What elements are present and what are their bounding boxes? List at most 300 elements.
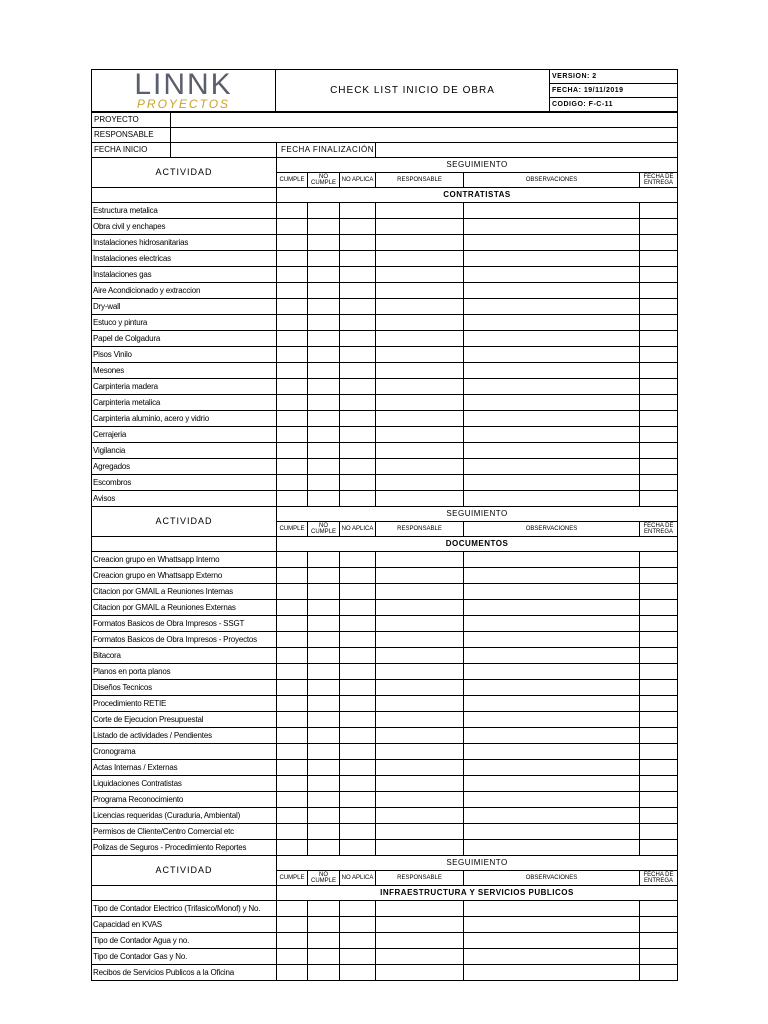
responsable-cell[interactable] bbox=[376, 427, 464, 443]
header-table bbox=[91, 69, 678, 112]
no-cumple-cell[interactable] bbox=[308, 840, 340, 856]
cumple-cell[interactable] bbox=[277, 347, 308, 363]
responsable-cell[interactable] bbox=[376, 949, 464, 965]
no-cumple-cell[interactable] bbox=[308, 808, 340, 824]
observaciones-cell[interactable] bbox=[464, 917, 640, 933]
no-cumple-cell[interactable] bbox=[308, 219, 340, 235]
no-cumple-cell[interactable] bbox=[308, 824, 340, 840]
checklist-row bbox=[92, 744, 678, 760]
observaciones-cell[interactable] bbox=[464, 949, 640, 965]
section-title: CONTRATISTAS bbox=[277, 188, 678, 203]
no-cumple-cell[interactable] bbox=[308, 584, 340, 600]
observaciones-cell[interactable] bbox=[464, 600, 640, 616]
observaciones-cell[interactable] bbox=[464, 728, 640, 744]
no-cumple-cell[interactable] bbox=[308, 299, 340, 315]
fecha-inicio-label: FECHA INICIO bbox=[92, 143, 171, 158]
observaciones-cell[interactable] bbox=[464, 299, 640, 315]
responsable-cell[interactable] bbox=[376, 347, 464, 363]
activity-label: Actas Internas / Externas bbox=[92, 760, 277, 776]
responsable-cell[interactable] bbox=[376, 283, 464, 299]
responsable-cell[interactable] bbox=[376, 917, 464, 933]
no-cumple-cell[interactable] bbox=[308, 491, 340, 507]
no-cumple-cell[interactable] bbox=[308, 696, 340, 712]
fecha-entrega-cell[interactable] bbox=[640, 917, 678, 933]
cumple-cell[interactable] bbox=[277, 235, 308, 251]
no-cumple-cell[interactable] bbox=[308, 664, 340, 680]
activity-label: Formatos Basicos de Obra Impresos - Proyectos bbox=[92, 632, 277, 648]
checklist-table bbox=[91, 112, 678, 981]
responsable-cell[interactable] bbox=[376, 933, 464, 949]
observaciones-cell[interactable] bbox=[464, 395, 640, 411]
no-aplica-cell[interactable] bbox=[340, 411, 376, 427]
fecha-entrega-cell[interactable] bbox=[640, 427, 678, 443]
observaciones-cell[interactable] bbox=[464, 363, 640, 379]
observaciones-cell[interactable] bbox=[464, 933, 640, 949]
no-aplica-cell[interactable] bbox=[340, 475, 376, 491]
proyecto-input[interactable] bbox=[171, 113, 678, 128]
checklist-row bbox=[92, 299, 678, 315]
observaciones-cell[interactable] bbox=[464, 664, 640, 680]
no-aplica-cell[interactable] bbox=[340, 299, 376, 315]
observaciones-cell[interactable] bbox=[464, 776, 640, 792]
no-cumple-cell[interactable] bbox=[308, 203, 340, 219]
fecha-entrega-cell[interactable] bbox=[640, 824, 678, 840]
fecha-entrega-cell[interactable] bbox=[640, 776, 678, 792]
no-aplica-cell[interactable] bbox=[340, 696, 376, 712]
cumple-cell[interactable] bbox=[277, 965, 308, 981]
fecha-entrega-cell[interactable] bbox=[640, 443, 678, 459]
cumple-cell[interactable] bbox=[277, 459, 308, 475]
no-aplica-cell[interactable] bbox=[340, 235, 376, 251]
fecha-finalizacion-input[interactable] bbox=[376, 143, 678, 158]
no-aplica-cell[interactable] bbox=[340, 331, 376, 347]
fecha-entrega-cell[interactable] bbox=[640, 379, 678, 395]
column-observaciones: OBSERVACIONES bbox=[464, 173, 640, 188]
cumple-cell[interactable] bbox=[277, 696, 308, 712]
responsable-cell[interactable] bbox=[376, 568, 464, 584]
observaciones-cell[interactable] bbox=[464, 568, 640, 584]
responsable-cell[interactable] bbox=[376, 475, 464, 491]
observaciones-cell[interactable] bbox=[464, 680, 640, 696]
responsable-cell[interactable] bbox=[376, 648, 464, 664]
cumple-cell[interactable] bbox=[277, 917, 308, 933]
fecha-entrega-cell[interactable] bbox=[640, 219, 678, 235]
fecha-entrega-cell[interactable] bbox=[640, 901, 678, 917]
no-cumple-cell[interactable] bbox=[308, 792, 340, 808]
observaciones-cell[interactable] bbox=[464, 712, 640, 728]
responsable-cell[interactable] bbox=[376, 411, 464, 427]
cumple-cell[interactable] bbox=[277, 840, 308, 856]
responsable-cell[interactable] bbox=[376, 616, 464, 632]
responsable-cell[interactable] bbox=[376, 808, 464, 824]
activity-label: Bitacora bbox=[92, 648, 277, 664]
cumple-cell[interactable] bbox=[277, 664, 308, 680]
cumple-cell[interactable] bbox=[277, 584, 308, 600]
no-cumple-cell[interactable] bbox=[308, 459, 340, 475]
observaciones-cell[interactable] bbox=[464, 219, 640, 235]
cumple-cell[interactable] bbox=[277, 299, 308, 315]
fecha-entrega-cell[interactable] bbox=[640, 949, 678, 965]
cumple-cell[interactable] bbox=[277, 808, 308, 824]
cumple-cell[interactable] bbox=[277, 552, 308, 568]
activity-label: Vigilancia bbox=[92, 443, 277, 459]
company-logo bbox=[92, 70, 276, 112]
observaciones-cell[interactable] bbox=[464, 901, 640, 917]
observaciones-cell[interactable] bbox=[464, 411, 640, 427]
fecha-entrega-cell[interactable] bbox=[640, 203, 678, 219]
no-aplica-cell[interactable] bbox=[340, 584, 376, 600]
fecha-entrega-cell[interactable] bbox=[640, 235, 678, 251]
no-cumple-cell[interactable] bbox=[308, 347, 340, 363]
fecha-entrega-cell[interactable] bbox=[640, 933, 678, 949]
no-aplica-cell[interactable] bbox=[340, 965, 376, 981]
fecha-entrega-cell[interactable] bbox=[640, 475, 678, 491]
no-cumple-cell[interactable] bbox=[308, 933, 340, 949]
responsable-cell[interactable] bbox=[376, 395, 464, 411]
observaciones-cell[interactable] bbox=[464, 283, 640, 299]
responsable-cell[interactable] bbox=[376, 331, 464, 347]
fecha-entrega-cell[interactable] bbox=[640, 568, 678, 584]
no-aplica-cell[interactable] bbox=[340, 203, 376, 219]
activity-label: Escombros bbox=[92, 475, 277, 491]
responsable-input[interactable] bbox=[171, 128, 678, 143]
no-aplica-cell[interactable] bbox=[340, 491, 376, 507]
cumple-cell[interactable] bbox=[277, 427, 308, 443]
responsable-cell[interactable] bbox=[376, 299, 464, 315]
responsable-cell[interactable] bbox=[376, 203, 464, 219]
fecha-entrega-cell[interactable] bbox=[640, 696, 678, 712]
no-aplica-cell[interactable] bbox=[340, 792, 376, 808]
activity-label: Capacidad en KVAS bbox=[92, 917, 277, 933]
responsable-cell[interactable] bbox=[376, 632, 464, 648]
observaciones-cell[interactable] bbox=[464, 379, 640, 395]
fecha-entrega-cell[interactable] bbox=[640, 600, 678, 616]
no-aplica-cell[interactable] bbox=[340, 267, 376, 283]
cumple-cell[interactable] bbox=[277, 491, 308, 507]
no-cumple-cell[interactable] bbox=[308, 728, 340, 744]
no-cumple-cell[interactable] bbox=[308, 363, 340, 379]
observaciones-cell[interactable] bbox=[464, 347, 640, 363]
cumple-cell[interactable] bbox=[277, 219, 308, 235]
no-aplica-cell[interactable] bbox=[340, 219, 376, 235]
no-aplica-cell[interactable] bbox=[340, 744, 376, 760]
observaciones-cell[interactable] bbox=[464, 760, 640, 776]
observaciones-cell[interactable] bbox=[464, 616, 640, 632]
cumple-cell[interactable] bbox=[277, 680, 308, 696]
observaciones-cell[interactable] bbox=[464, 427, 640, 443]
cumple-cell[interactable] bbox=[277, 728, 308, 744]
responsable-cell[interactable] bbox=[376, 696, 464, 712]
responsable-cell[interactable] bbox=[376, 251, 464, 267]
cumple-cell[interactable] bbox=[277, 283, 308, 299]
responsable-cell[interactable] bbox=[376, 792, 464, 808]
no-aplica-cell[interactable] bbox=[340, 824, 376, 840]
checklist-row bbox=[92, 632, 678, 648]
cumple-cell[interactable] bbox=[277, 901, 308, 917]
cumple-cell[interactable] bbox=[277, 331, 308, 347]
no-aplica-cell[interactable] bbox=[340, 315, 376, 331]
cumple-cell[interactable] bbox=[277, 712, 308, 728]
no-cumple-cell[interactable] bbox=[308, 251, 340, 267]
section-title-row bbox=[92, 188, 678, 203]
cumple-cell[interactable] bbox=[277, 632, 308, 648]
cumple-cell[interactable] bbox=[277, 395, 308, 411]
cumple-cell[interactable] bbox=[277, 792, 308, 808]
fecha-entrega-cell[interactable] bbox=[640, 315, 678, 331]
checklist-row bbox=[92, 664, 678, 680]
no-cumple-cell[interactable] bbox=[308, 632, 340, 648]
no-cumple-cell[interactable] bbox=[308, 744, 340, 760]
checklist-row bbox=[92, 283, 678, 299]
responsable-cell[interactable] bbox=[376, 776, 464, 792]
no-aplica-cell[interactable] bbox=[340, 933, 376, 949]
cumple-cell[interactable] bbox=[277, 824, 308, 840]
observaciones-cell[interactable] bbox=[464, 475, 640, 491]
cumple-cell[interactable] bbox=[277, 776, 308, 792]
observaciones-cell[interactable] bbox=[464, 459, 640, 475]
fecha-entrega-cell[interactable] bbox=[640, 760, 678, 776]
responsable-cell[interactable] bbox=[376, 552, 464, 568]
no-cumple-cell[interactable] bbox=[308, 949, 340, 965]
fecha-entrega-cell[interactable] bbox=[640, 840, 678, 856]
activity-label: Obra civil y enchapes bbox=[92, 219, 277, 235]
cumple-cell[interactable] bbox=[277, 267, 308, 283]
fecha-entrega-cell[interactable] bbox=[640, 347, 678, 363]
no-aplica-cell[interactable] bbox=[340, 808, 376, 824]
cumple-cell[interactable] bbox=[277, 315, 308, 331]
no-cumple-cell[interactable] bbox=[308, 379, 340, 395]
observaciones-cell[interactable] bbox=[464, 203, 640, 219]
observaciones-cell[interactable] bbox=[464, 632, 640, 648]
no-cumple-cell[interactable] bbox=[308, 411, 340, 427]
fecha-entrega-cell[interactable] bbox=[640, 712, 678, 728]
cumple-cell[interactable] bbox=[277, 744, 308, 760]
checklist-row bbox=[92, 648, 678, 664]
no-cumple-cell[interactable] bbox=[308, 917, 340, 933]
no-cumple-cell[interactable] bbox=[308, 901, 340, 917]
fecha-entrega-cell[interactable] bbox=[640, 411, 678, 427]
no-aplica-cell[interactable] bbox=[340, 283, 376, 299]
section-title-row bbox=[92, 537, 678, 552]
observaciones-cell[interactable] bbox=[464, 315, 640, 331]
responsable-cell[interactable] bbox=[376, 712, 464, 728]
cumple-cell[interactable] bbox=[277, 568, 308, 584]
no-cumple-cell[interactable] bbox=[308, 283, 340, 299]
fecha-entrega-cell[interactable] bbox=[640, 965, 678, 981]
no-cumple-cell[interactable] bbox=[308, 680, 340, 696]
no-aplica-cell[interactable] bbox=[340, 427, 376, 443]
no-aplica-cell[interactable] bbox=[340, 552, 376, 568]
no-aplica-cell[interactable] bbox=[340, 616, 376, 632]
observaciones-cell[interactable] bbox=[464, 696, 640, 712]
no-aplica-cell[interactable] bbox=[340, 728, 376, 744]
cumple-cell[interactable] bbox=[277, 363, 308, 379]
activity-label: Aire Acondicionado y extraccion bbox=[92, 283, 277, 299]
checklist-row bbox=[92, 776, 678, 792]
no-aplica-cell[interactable] bbox=[340, 901, 376, 917]
no-cumple-cell[interactable] bbox=[308, 712, 340, 728]
observaciones-cell[interactable] bbox=[464, 584, 640, 600]
no-cumple-cell[interactable] bbox=[308, 235, 340, 251]
no-aplica-cell[interactable] bbox=[340, 395, 376, 411]
no-aplica-cell[interactable] bbox=[340, 840, 376, 856]
fecha-entrega-cell[interactable] bbox=[640, 299, 678, 315]
fecha-entrega-cell[interactable] bbox=[640, 363, 678, 379]
fecha-entrega-cell[interactable] bbox=[640, 728, 678, 744]
cumple-cell[interactable] bbox=[277, 616, 308, 632]
no-aplica-cell[interactable] bbox=[340, 600, 376, 616]
fecha-entrega-cell[interactable] bbox=[640, 632, 678, 648]
observaciones-cell[interactable] bbox=[464, 744, 640, 760]
responsable-cell[interactable] bbox=[376, 728, 464, 744]
activity-label: Instalaciones gas bbox=[92, 267, 277, 283]
observaciones-cell[interactable] bbox=[464, 331, 640, 347]
no-cumple-cell[interactable] bbox=[308, 648, 340, 664]
responsable-cell[interactable] bbox=[376, 443, 464, 459]
responsable-cell[interactable] bbox=[376, 901, 464, 917]
responsable-cell[interactable] bbox=[376, 219, 464, 235]
fecha-entrega-cell[interactable] bbox=[640, 648, 678, 664]
responsable-cell[interactable] bbox=[376, 744, 464, 760]
no-cumple-cell[interactable] bbox=[308, 616, 340, 632]
no-cumple-cell[interactable] bbox=[308, 568, 340, 584]
no-aplica-cell[interactable] bbox=[340, 664, 376, 680]
observaciones-cell[interactable] bbox=[464, 824, 640, 840]
observaciones-cell[interactable] bbox=[464, 491, 640, 507]
no-cumple-cell[interactable] bbox=[308, 600, 340, 616]
cumple-cell[interactable] bbox=[277, 251, 308, 267]
cumple-cell[interactable] bbox=[277, 600, 308, 616]
no-aplica-cell[interactable] bbox=[340, 712, 376, 728]
fecha-entrega-cell[interactable] bbox=[640, 552, 678, 568]
column-no-aplica: NO APLICA bbox=[340, 522, 376, 537]
checklist-row bbox=[92, 808, 678, 824]
no-cumple-cell[interactable] bbox=[308, 395, 340, 411]
cumple-cell[interactable] bbox=[277, 203, 308, 219]
fecha-entrega-cell[interactable] bbox=[640, 267, 678, 283]
cumple-cell[interactable] bbox=[277, 949, 308, 965]
observaciones-cell[interactable] bbox=[464, 840, 640, 856]
no-aplica-cell[interactable] bbox=[340, 949, 376, 965]
responsable-cell[interactable] bbox=[376, 267, 464, 283]
no-cumple-cell[interactable] bbox=[308, 965, 340, 981]
responsable-cell[interactable] bbox=[376, 491, 464, 507]
cumple-cell[interactable] bbox=[277, 475, 308, 491]
checklist-row bbox=[92, 760, 678, 776]
observaciones-cell[interactable] bbox=[464, 965, 640, 981]
responsable-label: RESPONSABLE bbox=[92, 128, 171, 143]
cumple-cell[interactable] bbox=[277, 411, 308, 427]
no-cumple-cell[interactable] bbox=[308, 267, 340, 283]
no-cumple-cell[interactable] bbox=[308, 552, 340, 568]
column-observaciones: OBSERVACIONES bbox=[464, 522, 640, 537]
fecha-entrega-cell[interactable] bbox=[640, 664, 678, 680]
actividad-header: ACTIVIDAD bbox=[92, 507, 277, 537]
responsable-cell[interactable] bbox=[376, 600, 464, 616]
fecha-entrega-cell[interactable] bbox=[640, 491, 678, 507]
checklist-row bbox=[92, 933, 678, 949]
no-cumple-cell[interactable] bbox=[308, 315, 340, 331]
no-cumple-cell[interactable] bbox=[308, 443, 340, 459]
activity-label: Planos en porta planos bbox=[92, 664, 277, 680]
no-aplica-cell[interactable] bbox=[340, 917, 376, 933]
no-aplica-cell[interactable] bbox=[340, 632, 376, 648]
no-aplica-cell[interactable] bbox=[340, 443, 376, 459]
cumple-cell[interactable] bbox=[277, 760, 308, 776]
fecha-entrega-cell[interactable] bbox=[640, 251, 678, 267]
no-aplica-cell[interactable] bbox=[340, 760, 376, 776]
observaciones-cell[interactable] bbox=[464, 552, 640, 568]
responsable-cell[interactable] bbox=[376, 664, 464, 680]
no-aplica-cell[interactable] bbox=[340, 251, 376, 267]
no-aplica-cell[interactable] bbox=[340, 459, 376, 475]
responsable-cell[interactable] bbox=[376, 584, 464, 600]
responsable-cell[interactable] bbox=[376, 840, 464, 856]
version-field: VERSION: 2 bbox=[550, 70, 678, 84]
observaciones-cell[interactable] bbox=[464, 808, 640, 824]
checklist-row bbox=[92, 315, 678, 331]
no-aplica-cell[interactable] bbox=[340, 347, 376, 363]
activity-label: Carpinteria aluminio, acero y vidrio bbox=[92, 411, 277, 427]
fecha-entrega-cell[interactable] bbox=[640, 395, 678, 411]
column-responsable: RESPONSABLE bbox=[376, 173, 464, 188]
fecha-entrega-cell[interactable] bbox=[640, 331, 678, 347]
fecha-inicio-input[interactable] bbox=[171, 143, 277, 158]
cumple-cell[interactable] bbox=[277, 933, 308, 949]
cumple-cell[interactable] bbox=[277, 379, 308, 395]
fecha-entrega-cell[interactable] bbox=[640, 744, 678, 760]
responsable-cell[interactable] bbox=[376, 760, 464, 776]
observaciones-cell[interactable] bbox=[464, 792, 640, 808]
responsable-cell[interactable] bbox=[376, 680, 464, 696]
observaciones-cell[interactable] bbox=[464, 251, 640, 267]
observaciones-cell[interactable] bbox=[464, 648, 640, 664]
fecha-entrega-cell[interactable] bbox=[640, 616, 678, 632]
fecha-entrega-cell[interactable] bbox=[640, 584, 678, 600]
no-aplica-cell[interactable] bbox=[340, 648, 376, 664]
responsable-cell[interactable] bbox=[376, 459, 464, 475]
fecha-entrega-cell[interactable] bbox=[640, 459, 678, 475]
no-aplica-cell[interactable] bbox=[340, 379, 376, 395]
activity-label: Tipo de Contador Electrico (Trifasico/Monof) y No. bbox=[92, 901, 277, 917]
no-aplica-cell[interactable] bbox=[340, 680, 376, 696]
observaciones-cell[interactable] bbox=[464, 267, 640, 283]
no-aplica-cell[interactable] bbox=[340, 776, 376, 792]
no-cumple-cell[interactable] bbox=[308, 776, 340, 792]
responsable-cell[interactable] bbox=[376, 824, 464, 840]
fecha-entrega-cell[interactable] bbox=[640, 808, 678, 824]
fecha-entrega-cell[interactable] bbox=[640, 792, 678, 808]
checklist-row bbox=[92, 459, 678, 475]
responsable-cell[interactable] bbox=[376, 363, 464, 379]
observaciones-cell[interactable] bbox=[464, 443, 640, 459]
cumple-cell[interactable] bbox=[277, 443, 308, 459]
no-aplica-cell[interactable] bbox=[340, 363, 376, 379]
fecha-entrega-cell[interactable] bbox=[640, 283, 678, 299]
responsable-cell[interactable] bbox=[376, 235, 464, 251]
no-cumple-cell[interactable] bbox=[308, 475, 340, 491]
responsable-cell[interactable] bbox=[376, 379, 464, 395]
responsable-cell[interactable] bbox=[376, 965, 464, 981]
no-cumple-cell[interactable] bbox=[308, 331, 340, 347]
responsable-cell[interactable] bbox=[376, 315, 464, 331]
no-aplica-cell[interactable] bbox=[340, 568, 376, 584]
no-cumple-cell[interactable] bbox=[308, 427, 340, 443]
cumple-cell[interactable] bbox=[277, 648, 308, 664]
no-cumple-cell[interactable] bbox=[308, 760, 340, 776]
observaciones-cell[interactable] bbox=[464, 235, 640, 251]
fecha-entrega-cell[interactable] bbox=[640, 680, 678, 696]
